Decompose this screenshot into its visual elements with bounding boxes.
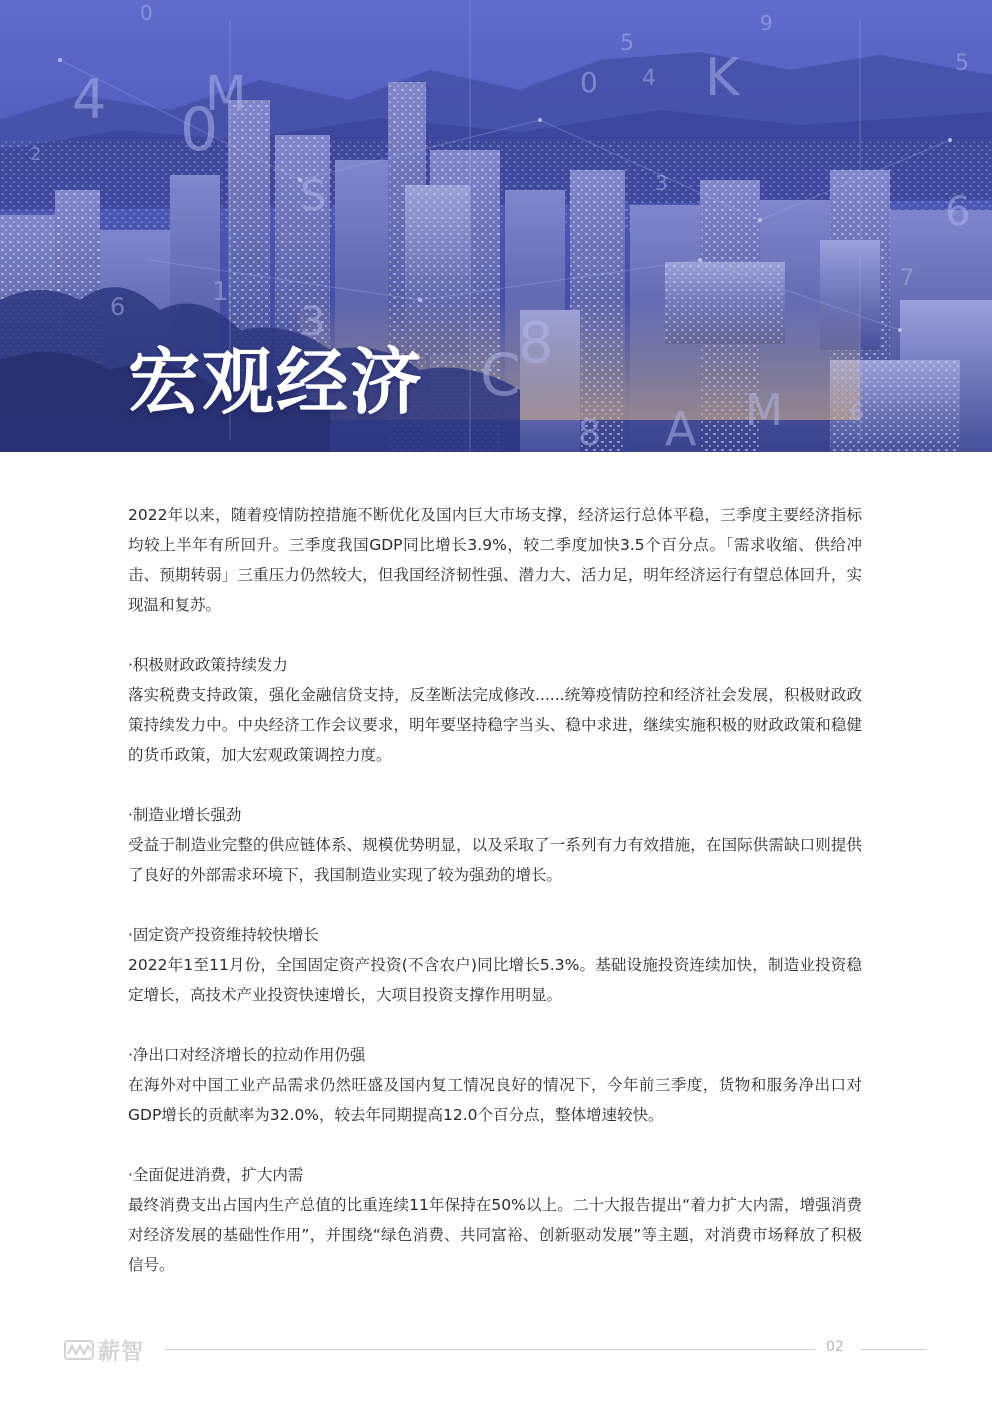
page-title: 宏观经济 — [128, 340, 425, 424]
section-heading: ·固定资产投资维持较快增长 — [128, 926, 319, 944]
hero-glyph: 6 — [945, 189, 971, 235]
hero-glyph: 5 — [620, 31, 634, 56]
page-number: 02 — [826, 1339, 844, 1355]
hero-glyph: 4 — [72, 68, 107, 131]
section-fiscal-policy — [128, 650, 862, 770]
hero-glyph: K — [705, 48, 740, 108]
article-body — [128, 500, 862, 1280]
section-heading: ·全面促进消费，扩大内需 — [128, 1166, 304, 1184]
hero-glyph: 0 — [180, 95, 219, 165]
hero-glyph: 0 — [140, 1, 153, 25]
hero-glyph: 7 — [900, 266, 914, 291]
hero-glyph: 8 — [518, 311, 554, 376]
hero-glyph: 2 — [30, 144, 42, 165]
hero-glyph: 9 — [760, 11, 773, 35]
section-net-exports — [128, 1040, 862, 1130]
brand-logo — [64, 1336, 144, 1364]
section-body: 最终消费支出占国内生产总值的比重连续11年保持在50%以上。二十大报告提出“着力扩大内需，增强消费对经济发展的基础性作用”，并围绕“绿色消费、共同富裕、创新驱动发展”等主题，对消费市场释放了积极信号。 — [128, 1196, 862, 1274]
hero-glyph: 1 — [212, 277, 229, 307]
hero-glyph: M — [745, 385, 783, 436]
section-manufacturing — [128, 800, 862, 890]
hero-glyph: 6 — [850, 401, 864, 426]
section-body: 受益于制造业完整的供应链体系、规模优势明显，以及采取了一系列有力有效措施，在国际供需缺口则提供了良好的外部需求环境下，我国制造业实现了较为强劲的增长。 — [128, 836, 862, 884]
hero-glyph: 3 — [300, 299, 326, 345]
section-fixed-asset-investment — [128, 920, 862, 1010]
hero-glyph: C — [480, 341, 521, 409]
hero-glyph: 6 — [110, 293, 126, 321]
section-body: 2022年1至11月份，全国固定资产投资(不含农户)同比增长5.3%。基础设施投资连续加快，制造业投资稳定增长，高技术产业投资快速增长，大项目投资支撑作用明显。 — [128, 956, 862, 1004]
hero-glyph: 3 — [655, 171, 668, 195]
logo-text: 薪智 — [98, 1339, 145, 1365]
hero-glyph: 4 — [642, 66, 656, 91]
section-heading: ·净出口对经济增长的拉动作用仍强 — [128, 1046, 366, 1064]
section-body: 落实税费支持政策，强化金融信贷支持，反垄断法完成修改......统筹疫情防控和经济社会发展，积极财政政策持续发力中。中央经济工作会议要求，明年要坚持稳字当头、稳中求进，继续实施积极的财政政策和稳健的货币政策，加大宏观政策调控力度。 — [128, 686, 862, 764]
section-body: 在海外对中国工业产品需求仍然旺盛及国内复工情况良好的情况下，今年前三季度，货物和服务净出口对GDP增长的贡献率为32.0%，较去年同期提高12.0个百分点，整体增速较快。 — [128, 1076, 862, 1124]
hero-banner — [0, 0, 992, 452]
section-heading: ·制造业增长强劲 — [128, 806, 242, 824]
hero-glyph: 0 — [580, 66, 598, 99]
hero-glyph: S — [300, 171, 327, 220]
hero-glyph: M — [205, 66, 247, 122]
hero-glyph: 5 — [955, 51, 969, 76]
intro-paragraph: 2022年以来，随着疫情防控措施不断优化及国内巨大市场支撑，经济运行总体平稳，三季度主要经济指标均较上半年有所回升。三季度我国GDP同比增长3.9%，较二季度加快3.5个百分点。「需求收缩、供给冲击、预期转弱」三重压力仍然较大，但我国经济韧性强、潜力大、活力足，明年经济运行有望总体回升，实现温和复苏。 — [128, 506, 862, 614]
wave-logo-icon — [64, 1339, 94, 1361]
hero-glyph: A — [665, 402, 697, 452]
footer-divider — [165, 1349, 815, 1350]
section-consumption — [128, 1160, 862, 1280]
section-heading: ·积极财政政策持续发力 — [128, 656, 288, 674]
page-footer — [0, 1330, 992, 1370]
hero-glyph: 8 — [578, 413, 601, 452]
footer-divider — [860, 1349, 926, 1350]
